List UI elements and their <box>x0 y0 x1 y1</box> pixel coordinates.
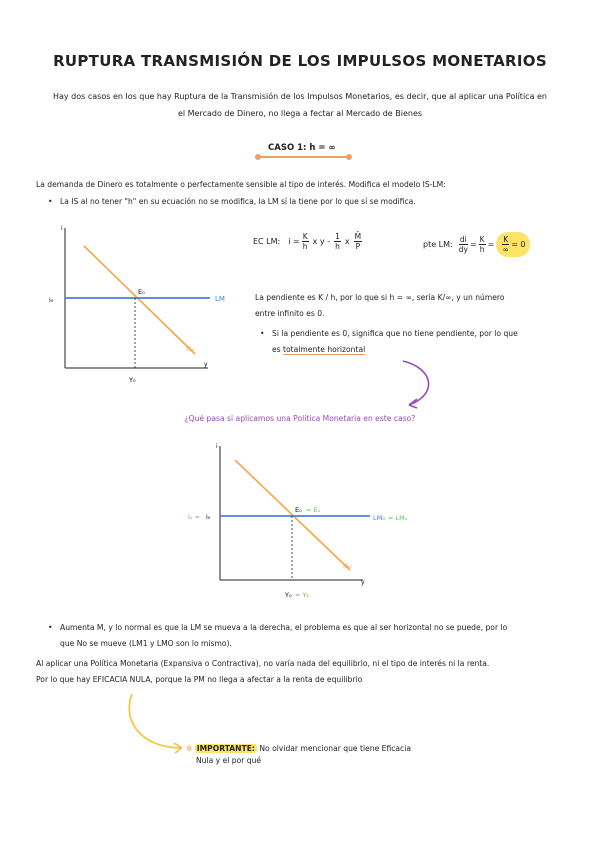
ec-lm-one: 1 <box>335 232 340 241</box>
graph2-label-e1: = E₁ <box>306 506 321 514</box>
pte-lm-highlight <box>496 232 529 257</box>
paragraph-slope <box>255 290 585 322</box>
intro-line-1: Hay dos casos en los que hay Ruptura de la Transmisión de los Impulsos Monetarios, es decir, que al aplicar una Política en <box>52 92 548 101</box>
paragraph-null-efficacy-line-1: Al aplicar una Política Monetaria (Expansiva o Contractiva), no varía nada del equilibrio, ni el tipo de interés ni la renta. <box>36 659 490 668</box>
bullet-is-lm: • La IS al no tener "h" en su ecuación no se modifica, la LM sí la tiene por lo que sí se modifica. <box>60 194 416 210</box>
ec-lm-m: M̄ <box>354 232 362 241</box>
bullet-increase-m-line-2: que No se mueve (LM1 y LMO son lo mismo). <box>60 639 232 648</box>
pte-lm-k2: K <box>503 235 509 244</box>
graph2-label-y: y <box>361 579 365 586</box>
graph2-label-y0: Y₀ <box>285 591 292 599</box>
ec-lm-k: K <box>302 232 308 241</box>
question-text: ¿Qué pasa si aplicamos una Política Monetaria en este caso? <box>184 414 416 423</box>
graph2-label-lm0: LM₀ <box>373 514 385 522</box>
islm-graph-2 <box>185 440 415 605</box>
pte-lm-label: pte LM: <box>423 240 453 249</box>
bullet-increase-m-line-1: • Aumenta M, y lo normal es que la LM se mueva a la derecha, el problema es que al ser horizontal no se puede, por lo <box>60 623 508 632</box>
pte-lm-inf: ∞ <box>502 245 509 254</box>
ec-lm-h2: h <box>335 242 340 251</box>
important-text: No olvidar mencionar que tiene Eficacia <box>256 744 412 753</box>
pte-lm-dy: dy <box>458 245 468 254</box>
graph2-label-e0: E₀ <box>295 506 302 514</box>
ec-lm-frac-m-p <box>354 232 362 251</box>
page-title: RUPTURA TRANSMISIÓN DE LOS IMPULSOS MONETARIOS <box>53 52 547 70</box>
bullet-horizontal-line-1: • Si la pendiente es 0, significa que no tiene pendiente, por lo que <box>272 329 518 338</box>
important-note <box>186 741 411 756</box>
islm-graph-1 <box>40 222 240 392</box>
graph2-label-y1: = Y₁ <box>295 591 310 599</box>
graph2-label-i: i <box>216 443 218 450</box>
important-label: IMPORTANTE: <box>196 744 255 753</box>
intro-text <box>30 88 570 122</box>
bullet-horizontal <box>272 326 592 358</box>
graph2-label-i1: i₁ = <box>188 513 200 521</box>
bullet-horizontal-prefix: es <box>272 345 284 354</box>
ec-lm-h: h <box>302 242 308 251</box>
ec-lm-p: P̄ <box>355 242 361 251</box>
paragraph-null-efficacy <box>36 656 576 688</box>
graph1-label-e0: E₀ <box>138 288 145 296</box>
paragraph-null-efficacy-line-2: Por lo que hay EFICACIA NULA, porque la PM no llega a afectar a la renta de equilibrio <box>36 675 363 684</box>
graph2-label-lm1: = LM₁ <box>388 514 408 522</box>
graph2-label-is: IS₀ <box>343 562 352 570</box>
graph1-is-curve <box>84 246 195 354</box>
pte-lm-k: K <box>479 235 485 244</box>
pte-lm-eq: = <box>469 240 477 249</box>
graph2-is-curve <box>235 460 350 570</box>
case-underline <box>258 156 348 158</box>
graph1-label-i: i <box>61 225 63 232</box>
case-underline-dot-right <box>346 154 352 160</box>
pte-lm-zero: = 0 <box>511 240 526 249</box>
pte-lm-eq2: = <box>487 240 495 249</box>
yellow-arrow-icon <box>120 690 193 760</box>
graph2-label-i0: i₀ <box>206 513 211 521</box>
horizontal-emphasis: totalmente horizontal <box>283 345 366 354</box>
paragraph-demand: La demanda de Dinero es totalmente o perfectamente sensible al tipo de interés. Modifica el modelo IS-LM: <box>36 180 446 189</box>
ec-lm-label: EC LM: <box>253 237 281 246</box>
pte-lm-di: di <box>459 235 467 244</box>
paragraph-slope-line-2: entre infinito es 0. <box>255 309 325 318</box>
graph1-label-lm: LM <box>215 295 225 303</box>
star-icon: ✲ <box>186 744 193 753</box>
ec-lm-formula <box>253 232 364 251</box>
paragraph-slope-line-1: La pendiente es K / h, por lo que si h = ∞, sería K/∞, y un número <box>255 293 505 302</box>
ec-lm-xy: x y - <box>312 237 331 246</box>
pte-lm-frac-di-dy <box>459 235 468 254</box>
ec-lm-times: x <box>344 237 350 246</box>
pte-lm-frac-k-h <box>479 235 486 254</box>
graph1-label-i0: i₀ <box>49 296 54 304</box>
graph1-label-y: y <box>204 361 208 368</box>
pte-lm-formula <box>423 232 530 257</box>
ec-lm-i: i = <box>288 237 300 246</box>
important-note-line-2: Nula y el por qué <box>196 756 262 765</box>
graph1-label-y0: Y₀ <box>129 376 136 384</box>
graph1-label-is: IS₀ <box>186 345 195 353</box>
case-title: CASO 1: h = ∞ <box>268 143 336 153</box>
ec-lm-frac-1-h <box>334 232 341 251</box>
pte-lm-h: h <box>479 245 485 254</box>
purple-arrow-icon <box>395 355 445 410</box>
ec-lm-frac-k-h <box>302 232 309 251</box>
pte-lm-frac-k-inf <box>502 235 509 254</box>
intro-line-2: el Mercado de Dinero, no llega a fectar al Mercado de Bienes <box>177 109 423 118</box>
bullet-increase-m <box>60 620 580 652</box>
